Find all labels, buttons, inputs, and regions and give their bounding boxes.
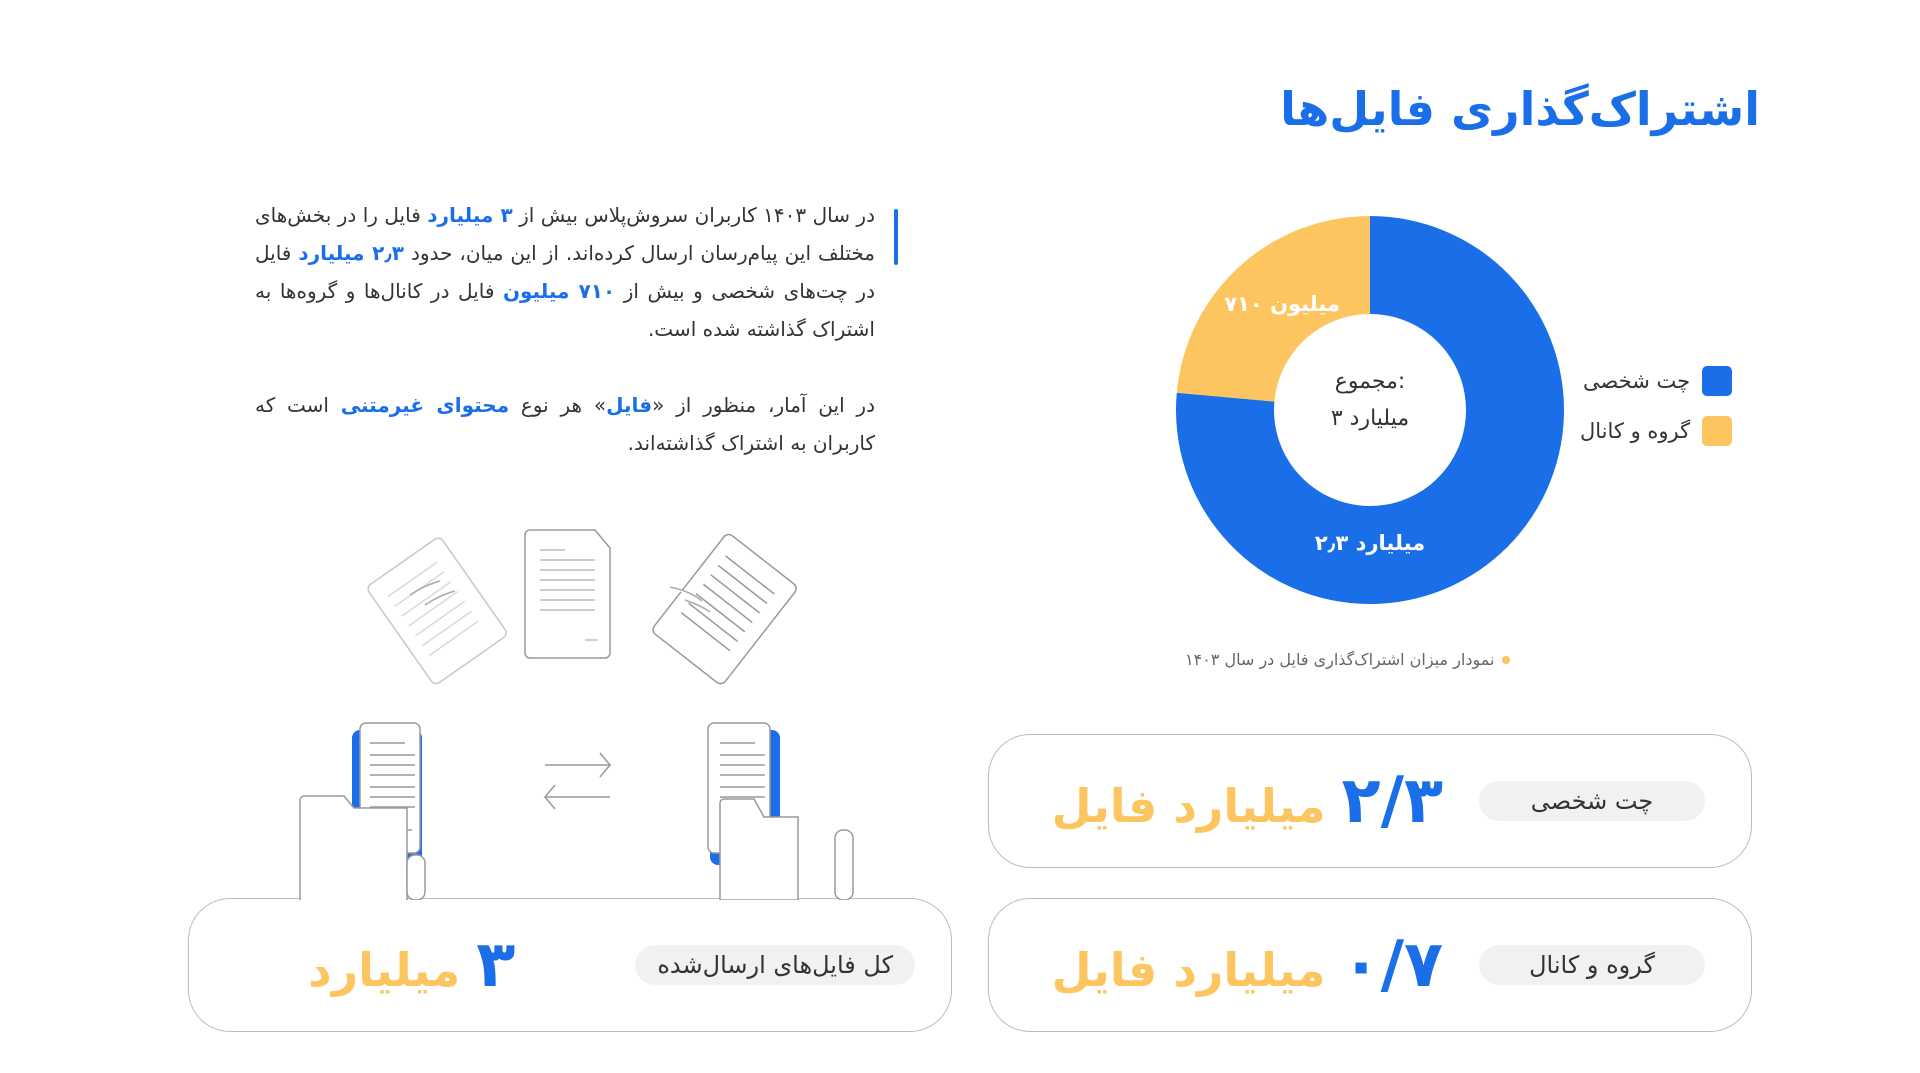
document-top-icon [525, 530, 610, 658]
stat-card-group [988, 898, 1752, 1032]
text: در سال ۱۴۰۳ کاربران سروش‌پلاس بیش از [512, 203, 875, 227]
highlight: محتوای غیرمتنی [340, 393, 510, 417]
legend-swatch [1702, 416, 1732, 446]
slice-label-group: ۷۱۰ میلیون [1224, 292, 1340, 317]
highlight: فایل [606, 393, 653, 417]
paragraph-1 [255, 196, 875, 348]
text: در این آمار، منظور از « [652, 393, 875, 417]
legend-label: چت شخصی [1582, 369, 1691, 393]
document-right-tilted-icon [651, 532, 799, 686]
legend-label: گروه و کانال [1580, 419, 1691, 443]
text: » هر نوع [509, 393, 607, 417]
file-transfer-illustration [290, 525, 860, 900]
page-title: اشتراک‌گذاری فایل‌ها [1280, 82, 1760, 136]
text: فایل را در بخش‌های مختلف این پیام‌رسان ارسال کرده‌اند. از این میان، حدود [255, 203, 876, 265]
stat-card-total [188, 898, 952, 1032]
stat-unit: میلیارد [308, 943, 461, 997]
stat-card-chat [988, 734, 1752, 868]
left-folder-icon [300, 723, 425, 900]
bullet-icon [1502, 656, 1510, 664]
slice-label-chat: ۲٫۳ میلیارد [1314, 531, 1426, 555]
stat-number: ۰/۷ [1341, 928, 1443, 1002]
stat-number: ۲/۳ [1341, 764, 1443, 838]
stat-label: کل فایل‌های ارسال‌شده [635, 945, 915, 985]
text: است که کاربران به اشتراک گذاشته‌اند. [255, 393, 875, 455]
accent-bar [894, 209, 898, 265]
highlight: ۳ میلیارد [427, 203, 513, 227]
donut-chart [1160, 200, 1580, 620]
highlight: ۲٫۳ میلیارد [298, 241, 405, 265]
stat-label: چت شخصی [1479, 781, 1705, 821]
stat-unit: میلیارد فایل [1051, 943, 1326, 997]
text: فایل در کانال‌ها و گروه‌ها به اشتراک گذاشته شده است. [255, 279, 875, 341]
stat-value [1052, 764, 1443, 838]
right-folder-icon [708, 723, 853, 900]
stat-label: گروه و کانال [1479, 945, 1705, 985]
legend-swatch [1702, 366, 1732, 396]
caption-text: نمودار میزان اشتراک‌گذاری فایل در سال ۱۴۰۳ [1185, 650, 1495, 669]
chart-legend [1580, 366, 1732, 466]
legend-item-group [1580, 416, 1732, 446]
stat-value [308, 928, 515, 1002]
document-left-tilted-icon [366, 536, 509, 686]
transfer-arrows-icon [545, 753, 610, 809]
center-label-1: مجموع: [1334, 369, 1406, 394]
legend-item-chat [1580, 366, 1732, 396]
highlight: ۷۱۰ میلیون [502, 279, 616, 303]
chart-caption [1185, 650, 1510, 669]
center-label-2: ۳ میلیارد [1330, 406, 1410, 431]
stat-unit: میلیارد فایل [1051, 779, 1326, 833]
paragraph-2 [255, 386, 875, 462]
stat-value [1052, 928, 1443, 1002]
stat-number: ۳ [476, 928, 516, 1002]
description [255, 196, 875, 500]
text: فایل در چت‌های شخصی و بیش از [255, 241, 875, 303]
